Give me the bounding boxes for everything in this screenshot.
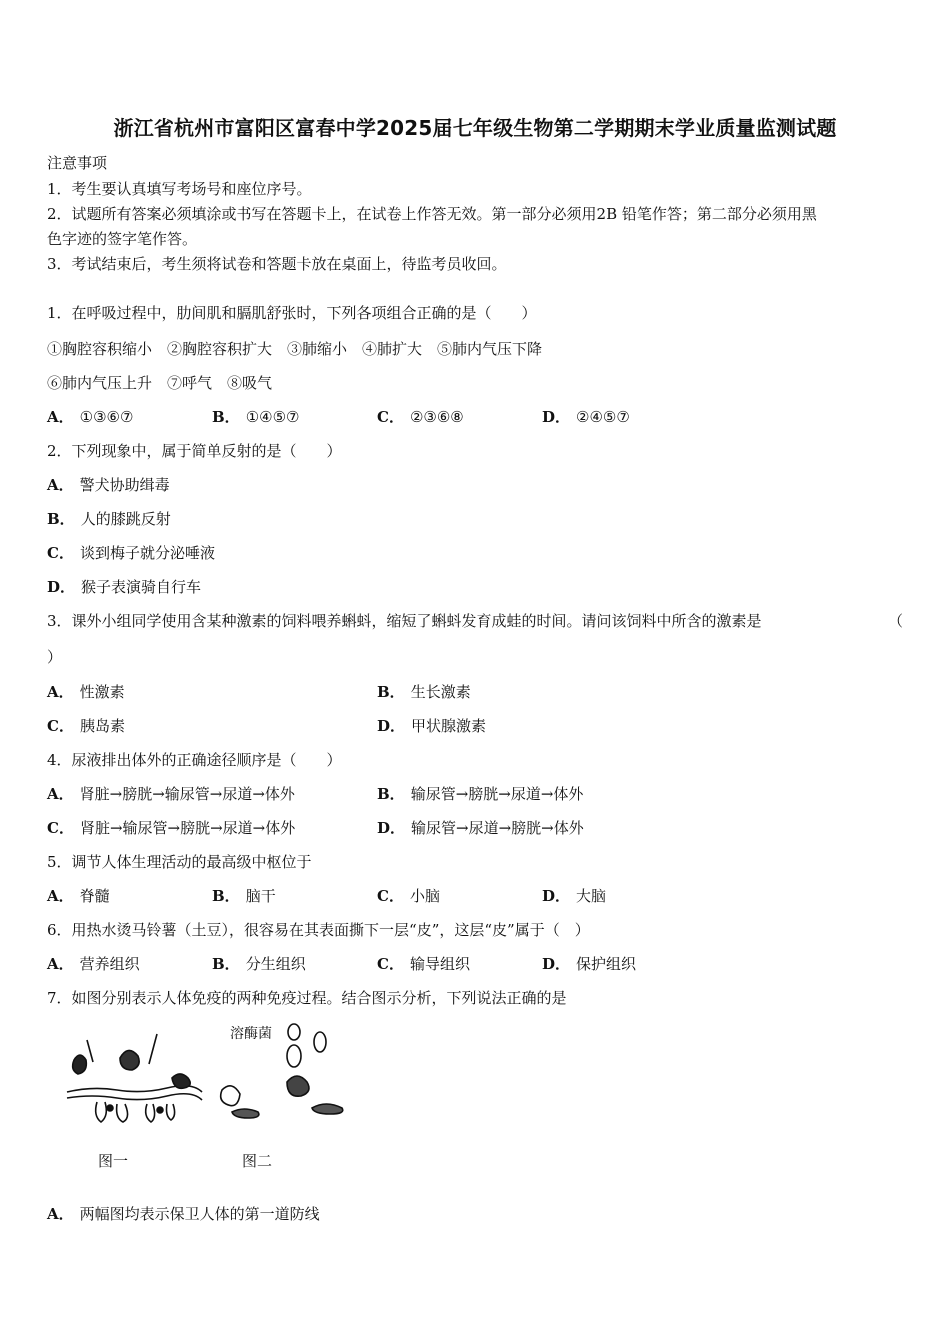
option-text: ②③⑥⑧ [409, 408, 464, 426]
option-text: 输导组织 [409, 955, 470, 973]
option-b[interactable] [212, 885, 276, 906]
notice-item: 2．试题所有答案必须填涂或书写在答题卡上，在试卷上作答无效。第一部分必须用2B 铅笔作答；第二部分必须用黑 [47, 205, 817, 223]
answer-paren-close: ） [47, 648, 63, 666]
option-label: C． [47, 717, 74, 735]
option-text: 输尿管→尿道→膀胱→体外 [411, 819, 584, 837]
option-a[interactable] [47, 474, 170, 495]
option-text: 人的膝跳反射 [80, 510, 171, 528]
option-c[interactable] [47, 817, 295, 838]
option-text: 脊髓 [79, 887, 110, 905]
option-label: D． [377, 717, 406, 735]
option-label: A． [47, 1205, 74, 1223]
option-a[interactable] [47, 885, 110, 906]
option-text: 大脑 [576, 887, 607, 905]
option-label: C． [377, 887, 404, 905]
option-text: ②④⑤⑦ [576, 408, 630, 426]
option-c[interactable] [377, 885, 440, 906]
answer-paren-open: （ [888, 612, 904, 630]
option-text: 胰岛素 [79, 717, 125, 735]
option-text: 警犬协助缉毒 [79, 476, 170, 494]
question-1-choices-line1: ①胸腔容积缩小 ②胸腔容积扩大 ③肺缩小 ④肺扩大 ⑤肺内气压下降 [47, 340, 543, 358]
option-text: 分生组织 [245, 955, 306, 973]
option-b[interactable] [212, 953, 306, 974]
option-label: B． [212, 887, 240, 905]
option-c[interactable] [377, 406, 464, 427]
question-1-stem: 1．在呼吸过程中，肋间肌和膈肌舒张时，下列各项组合正确的是（ ） [47, 304, 537, 322]
option-text: 猴子表演骑自行车 [81, 578, 202, 596]
question-7-stem: 7．如图分别表示人体免疫的两种免疫过程。结合图示分析，下列说法正确的是 [47, 989, 567, 1007]
option-a[interactable] [47, 681, 125, 702]
option-text: 营养组织 [79, 955, 140, 973]
option-text: 脑干 [245, 887, 276, 905]
option-b[interactable] [377, 783, 583, 804]
figure-one-drawing [67, 1034, 202, 1122]
figure-two-caption: 图二 [242, 1152, 273, 1170]
option-label: D． [47, 578, 76, 596]
option-c[interactable] [47, 715, 125, 736]
option-a[interactable] [47, 783, 295, 804]
question-1-choices-line2: ⑥肺内气压上升 ⑦呼气 ⑧吸气 [47, 374, 273, 392]
question-4-stem: 4．尿液排出体外的正确途径顺序是（ ） [47, 751, 342, 769]
question-5-stem: 5．调节人体生理活动的最高级中枢位于 [47, 853, 312, 871]
option-b[interactable] [377, 681, 471, 702]
figure-one-caption: 图一 [98, 1152, 129, 1170]
option-d[interactable] [542, 953, 636, 974]
option-label: D． [542, 408, 571, 426]
option-label: A． [47, 683, 74, 701]
notice-heading: 注意事项 [47, 154, 108, 172]
option-text: 性激素 [79, 683, 125, 701]
option-b[interactable] [47, 508, 171, 529]
option-text: 小脑 [409, 887, 440, 905]
notice-item: 色字迹的签字笔作答。 [47, 230, 198, 248]
option-label: A． [47, 476, 74, 494]
option-label: B． [212, 408, 240, 426]
option-a[interactable] [47, 1203, 320, 1224]
notice-item: 3．考试结束后，考生须将试卷和答题卡放在桌面上，待监考员收回。 [47, 255, 507, 273]
option-label: B． [377, 683, 405, 701]
question-2-stem: 2．下列现象中，属于简单反射的是（ ） [47, 442, 342, 460]
option-label: D． [542, 887, 571, 905]
option-text: 输尿管→膀胱→尿道→体外 [410, 785, 584, 803]
notice-item: 1．考生要认真填写考场号和座位序号。 [47, 180, 312, 198]
page-title: 浙江省杭州市富阳区富春中学2025届七年级生物第二学期期末学业质量监测试题 [113, 116, 837, 140]
option-d[interactable] [377, 817, 584, 838]
option-label: C． [377, 408, 404, 426]
question-6-stem: 6．用热水烫马铃薯（土豆），很容易在其表面撕下一层“皮”，这层“皮”属于（ ） [47, 921, 590, 939]
option-label: A． [47, 785, 74, 803]
option-text: 两幅图均表示保卫人体的第一道防线 [79, 1205, 320, 1223]
option-d[interactable] [377, 715, 486, 736]
option-label: B． [377, 785, 405, 803]
option-b[interactable] [212, 406, 299, 427]
option-text: 保护组织 [576, 955, 637, 973]
option-d[interactable] [542, 885, 606, 906]
option-c[interactable] [47, 542, 215, 563]
lysozyme-label: 溶酶菌 [230, 1026, 272, 1042]
option-label: D． [377, 819, 406, 837]
option-d[interactable] [47, 576, 201, 597]
option-text: ①③⑥⑦ [79, 408, 134, 426]
option-text: 肾脏→膀胱→输尿管→尿道→体外 [79, 785, 295, 803]
option-label: C． [47, 544, 74, 562]
option-label: A． [47, 887, 74, 905]
option-text: 甲状腺激素 [411, 717, 487, 735]
option-label: C． [47, 819, 74, 837]
option-label: A． [47, 955, 74, 973]
question-3-stem: 3．课外小组同学使用含某种激素的饲料喂养蝌蚪，缩短了蝌蚪发育成蛙的时间。请问该饲料中所含的激素是 [47, 612, 762, 630]
option-text: 谈到梅子就分泌唾液 [79, 544, 215, 562]
option-a[interactable] [47, 406, 133, 427]
option-a[interactable] [47, 953, 140, 974]
option-label: B． [212, 955, 240, 973]
option-text: 生长激素 [410, 683, 471, 701]
option-c[interactable] [377, 953, 470, 974]
option-d[interactable] [542, 406, 630, 427]
option-label: D． [542, 955, 571, 973]
option-label: B． [47, 510, 75, 528]
option-label: C． [377, 955, 404, 973]
option-text: ①④⑤⑦ [245, 408, 300, 426]
immune-figure [62, 1020, 362, 1180]
option-text: 肾脏→输尿管→膀胱→尿道→体外 [79, 819, 296, 837]
option-label: A． [47, 408, 74, 426]
